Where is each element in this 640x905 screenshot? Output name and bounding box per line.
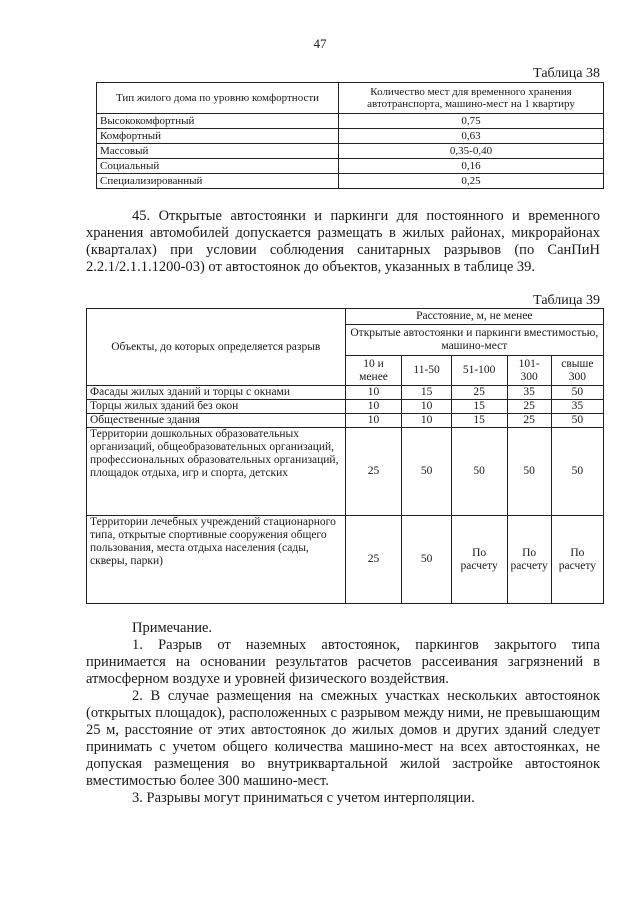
row-object: Территории дошкольных образовательных организаций, общеобразовательных организаций, профессиональных образовательных организаций, площадок отдыха, игр и спорта, детских	[87, 428, 346, 516]
cell-value: 50	[402, 516, 451, 604]
table-row	[97, 159, 604, 174]
table39	[86, 308, 604, 604]
table39-capacity-header: Открытые автостоянки и паркинги вместимостью, машино-мест	[345, 325, 603, 356]
column-header: 10 и менее	[345, 356, 402, 386]
note-item: 2. В случае размещения на смежных участках нескольких автостоянок (открытых площадок), расположенных с разрывом между ними, не превышающим 25 м, расстояние от этих автостоянок до жилых домов и других зданий следует принимать с учетом общего количества машино-мест на всех автостоянках, не допуская размещения во внутриквартальной жилой застройке автостоянок вместимостью более 300 машино-мест.	[86, 688, 600, 789]
cell-value: 25	[507, 414, 551, 428]
table39-distance-header: Расстояние, м, не менее	[345, 309, 603, 325]
row-type: Социальный	[97, 159, 339, 174]
row-value: 0,35-0,40	[339, 144, 604, 159]
page-number: 47	[313, 36, 327, 51]
table-row	[87, 428, 604, 516]
notes-title: Примечание.	[132, 620, 213, 636]
row-type: Массовый	[97, 144, 339, 159]
table38-header-type: Тип жилого дома по уровню комфортности	[97, 83, 339, 114]
column-header: 51-100	[451, 356, 507, 386]
cell-value: 50	[402, 428, 451, 516]
cell-value: 10	[345, 400, 402, 414]
cell-value: 50	[551, 428, 603, 516]
table39-caption: Таблица 39	[533, 293, 600, 308]
note-item: 1. Разрыв от наземных автостоянок, паркингов закрытого типа принимается на основании результатов расчетов рассеивания загрязнений в атмосферном воздухе и уровней физического воздействия.	[86, 637, 600, 687]
cell-value: 25	[345, 428, 402, 516]
row-object: Торцы жилых зданий без окон	[87, 400, 346, 414]
cell-value: 50	[551, 386, 603, 400]
cell-value: 35	[551, 400, 603, 414]
table38-caption: Таблица 38	[533, 66, 600, 81]
row-object: Фасады жилых зданий и торцы с окнами	[87, 386, 346, 400]
cell-value: 15	[402, 386, 451, 400]
row-object: Общественные здания	[87, 414, 346, 428]
row-value: 0,63	[339, 129, 604, 144]
cell-value: 35	[507, 386, 551, 400]
row-value: 0,25	[339, 174, 604, 189]
table-row	[87, 400, 604, 414]
cell-value: По расчету	[451, 516, 507, 604]
table-row	[87, 516, 604, 604]
cell-value: 25	[507, 400, 551, 414]
table38-header-row	[97, 83, 604, 114]
row-object: Территории лечебных учреждений стационарного типа, открытые спортивные сооружения общего пользования, места отдыха населения (сады, скверы, парки)	[87, 516, 346, 604]
row-type: Высококомфортный	[97, 114, 339, 129]
table-row	[97, 144, 604, 159]
table-row	[97, 129, 604, 144]
cell-value: 10	[402, 414, 451, 428]
cell-value: По расчету	[507, 516, 551, 604]
table38-header-count: Количество мест для временного хранения автотранспорта, машино-мест на 1 квартиру	[339, 83, 604, 114]
table-row	[97, 114, 604, 129]
table-row	[87, 414, 604, 428]
cell-value: 50	[451, 428, 507, 516]
table-row	[87, 386, 604, 400]
row-type: Специализированный	[97, 174, 339, 189]
cell-value: 10	[345, 386, 402, 400]
cell-value: 15	[451, 414, 507, 428]
cell-value: 15	[451, 400, 507, 414]
row-value: 0,16	[339, 159, 604, 174]
column-header: 101-300	[507, 356, 551, 386]
row-value: 0,75	[339, 114, 604, 129]
note-item: 3. Разрывы могут приниматься с учетом интерполяции.	[132, 790, 475, 806]
column-header: свыше 300	[551, 356, 603, 386]
table-row	[97, 174, 604, 189]
cell-value: 50	[507, 428, 551, 516]
cell-value: По расчету	[551, 516, 603, 604]
table39-objects-header: Объекты, до которых определяется разрыв	[87, 309, 346, 386]
row-type: Комфортный	[97, 129, 339, 144]
cell-value: 50	[551, 414, 603, 428]
cell-value: 10	[345, 414, 402, 428]
column-header: 11-50	[402, 356, 451, 386]
cell-value: 10	[402, 400, 451, 414]
table38	[96, 82, 604, 189]
cell-value: 25	[451, 386, 507, 400]
cell-value: 25	[345, 516, 402, 604]
paragraph-45: 45. Открытые автостоянки и паркинги для постоянного и временного хранения автомобилей допускается размещать в жилых районах, микрорайонах (кварталах) при условии соблюдения санитарных разрывов (по СанПиН 2.2.1/2.1.1.1200-03) от автостоянок до объектов, указанных в таблице 39.	[86, 208, 600, 275]
